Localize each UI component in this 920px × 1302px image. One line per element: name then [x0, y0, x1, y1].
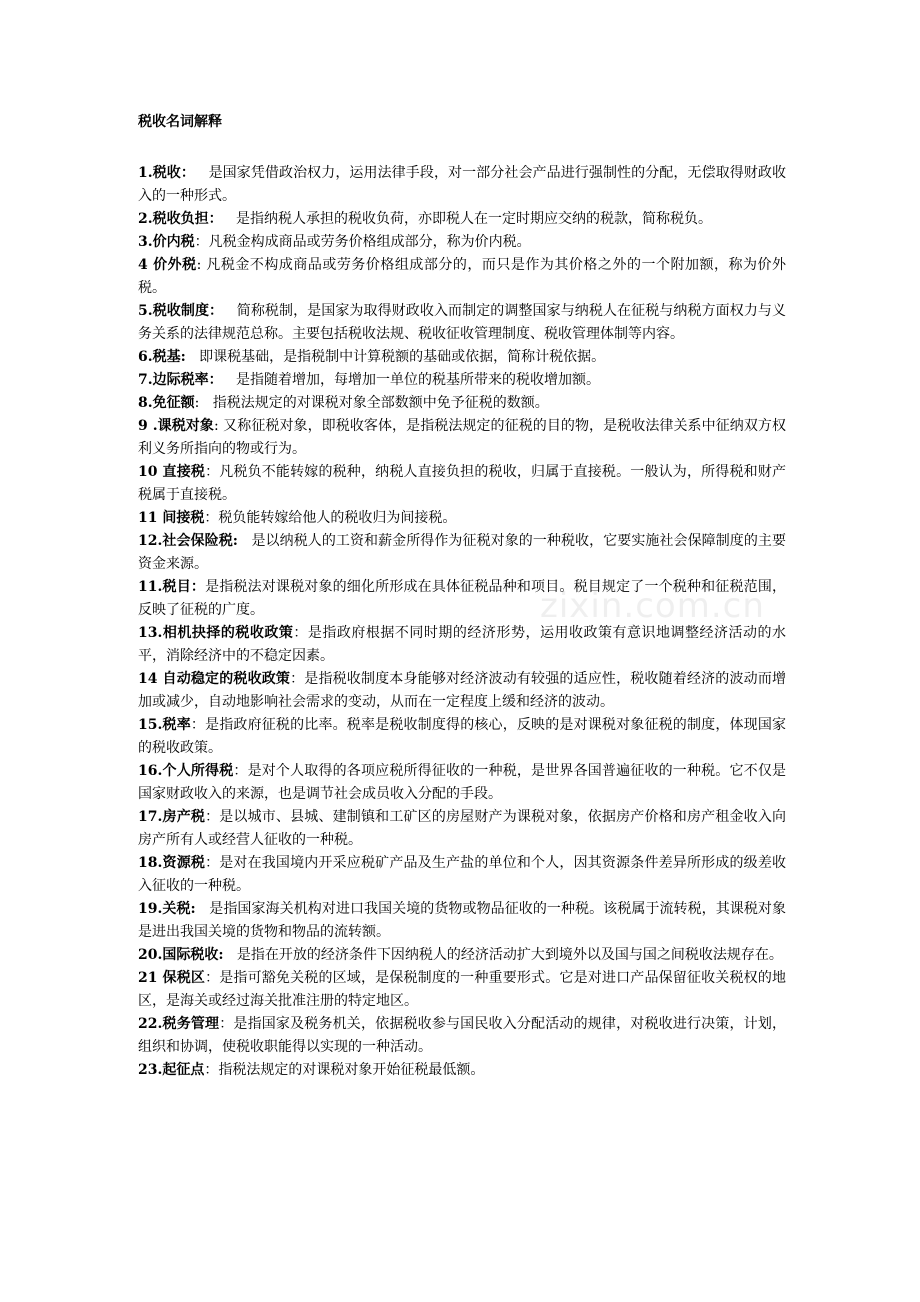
glossary-entry	[138, 944, 786, 967]
entry-term: 3.价内税	[138, 234, 195, 250]
glossary-entry	[138, 530, 786, 576]
glossary-entry	[138, 852, 786, 898]
glossary-entry	[138, 300, 786, 346]
entry-term: 17.房产税	[138, 809, 206, 825]
entry-term: 21 保税区	[138, 970, 206, 986]
glossary-entry	[138, 760, 786, 806]
glossary-entry	[138, 714, 786, 760]
entry-term: 19.关税:	[138, 901, 196, 917]
glossary-entry	[138, 898, 786, 944]
entry-term: 4 价外税	[138, 257, 197, 273]
watermark: zixin.com.cn	[540, 586, 765, 626]
entry-definition: ：是指税收制度本身能够对经济波动有较强的适应性，税收随着经济的波动而增加或减少，自动地影响社会需求的变动，从而在一定程度上缓和经济的波动。	[138, 671, 786, 710]
document-title: 税收名词解释	[138, 114, 222, 130]
entry-term: 7.边际税率：	[138, 372, 223, 388]
glossary-entry	[138, 346, 786, 369]
glossary-entry	[138, 162, 786, 208]
glossary-entry	[138, 208, 786, 231]
entry-term: 5.税收制度：	[138, 303, 224, 319]
glossary-entry	[138, 576, 786, 622]
glossary-entry	[138, 967, 786, 1013]
entry-term: 10 直接税	[138, 464, 206, 480]
entry-term: 23.起征点	[138, 1062, 205, 1078]
entry-definition: 是指国家海关机构对进口我国关境的货物或物品征收的一种税。该税属于流转税，其课税对象是进出我国关境的货物和物品的流转额。	[138, 901, 786, 940]
entry-term: 11 间接税	[138, 510, 205, 526]
document-page	[138, 112, 786, 1082]
entry-term: 12.社会保险税:	[138, 533, 238, 549]
entry-definition: ：凡税负不能转嫁的税种，纳税人直接负担的税收，归属于直接税。一般认为，所得税和财产税属于直接税。	[138, 464, 787, 503]
glossary-entry	[138, 392, 786, 415]
entry-term: 2.税收负担：	[138, 211, 223, 227]
glossary-entry	[138, 369, 786, 392]
entry-definition: ：凡税金构成商品或劳务价格组成部分，称为价内税。	[194, 234, 531, 250]
entry-definition: 是指纳税人承担的税收负荷，亦即税人在一定时期应交纳的税款，简称税负。	[222, 211, 712, 227]
glossary-entry	[138, 461, 786, 507]
entry-definition: 是以纳税人的工资和薪金所得作为征税对象的一种税收，它要实施社会保障制度的主要资金来源。	[138, 533, 786, 572]
entry-definition: : 指税法规定的对课税对象全部数额中免予征税的数额。	[194, 395, 549, 411]
entry-definition: ：是指可豁免关税的区域，是保税制度的一种重要形式。它是对进口产品保留征收关税权的地区，是海关或经过海关批准注册的特定地区。	[138, 970, 787, 1009]
entry-definition: ：是对在我国境内开采应税矿产品及生产盐的单位和个人，因其资源条件差异所形成的级差收入征收的一种税。	[138, 855, 787, 894]
entry-term: 13.相机抉择的税收政策	[138, 625, 294, 641]
glossary-entry	[138, 806, 786, 852]
glossary-entry	[138, 1059, 786, 1082]
entry-definition: ：税负能转嫁给他人的税收归为间接税。	[204, 510, 457, 526]
entry-definition: ：是以城市、县城、建制镇和工矿区的房屋财产为课税对象，依据房产价格和房产租金收入向房产所有人或经营人征收的一种税。	[138, 809, 787, 848]
entry-definition: : 凡税金不构成商品或劳务价格组成部分的，而只是作为其价格之外的一个附加额，称为价外税。	[138, 257, 786, 296]
entry-term: 9 .课税对象	[138, 418, 214, 434]
glossary-entry	[138, 231, 786, 254]
entry-definition: ：是指政府征税的比率。税率是税收制度得的核心，反映的是对课税对象征税的制度，体现国家的税收政策。	[138, 717, 787, 756]
entry-term: 6.税基:	[138, 349, 186, 365]
glossary-entry	[138, 415, 786, 461]
entry-definition: 是国家凭借政治权力，运用法律手段，对一部分社会产品进行强制性的分配，无偿取得财政收入的一种形式。	[138, 165, 786, 204]
entry-definition: : 又称征税对象，即税收客体，是指税法规定的征税的目的物，是税收法律关系中征纳双方权利义务所指向的物或行为。	[138, 418, 786, 457]
entry-term: 20.国际税收:	[138, 947, 224, 963]
entry-definition: 是指税法对课税对象的细化所形成在具体征税品种和项目。税目规定了一个税种和征税范围，反映了征税的广度。	[138, 579, 787, 618]
entry-definition: 是指在开放的经济条件下因纳税人的经济活动扩大到境外以及国与国之间税收法规存在。	[223, 947, 783, 963]
entry-definition: 是指随着增加，每增加一单位的税基所带来的税收增加额。	[222, 372, 600, 388]
entry-definition: ：是指国家及税务机关，依据税收参与国民收入分配活动的规律，对税收进行决策，计划，组织和协调，使税收职能得以实现的一种活动。	[138, 1016, 787, 1055]
entry-term: 11.税目：	[138, 579, 206, 595]
entry-term: 8.免征额	[138, 395, 195, 411]
glossary-entry	[138, 622, 786, 668]
glossary-list	[138, 162, 786, 1082]
entry-term: 16.个人所得税	[138, 763, 234, 779]
entry-term: 22.税务管理	[138, 1016, 220, 1032]
glossary-entry	[138, 1013, 786, 1059]
entry-term: 14 自动稳定的税收政策	[138, 671, 291, 687]
entry-definition: ：是指政府根据不同时期的经济形势，运用收政策有意识地调整经济活动的水平，消除经济中的不稳定因素。	[138, 625, 786, 664]
entry-term: 1.税收：	[138, 165, 195, 181]
entry-definition: ：是对个人取得的各项应税所得征收的一种税，是世界各国普遍征收的一种税。它不仅是国家财政收入的来源，也是调节社会成员收入分配的手段。	[138, 763, 787, 802]
glossary-entry	[138, 254, 786, 300]
entry-term: 18.资源税	[138, 855, 206, 871]
entry-definition: ：指税法规定的对课税对象开始征税最低额。	[204, 1062, 485, 1078]
entry-term: 15.税率	[138, 717, 191, 733]
glossary-entry	[138, 507, 786, 530]
entry-definition: 简称税制，是国家为取得财政收入而制定的调整国家与纳税人在征税与纳税方面权力与义务关系的法律规范总称。主要包括税收法规、税收征收管理制度、税收管理体制等内容。	[138, 303, 786, 342]
glossary-entry	[138, 668, 786, 714]
entry-definition: 即课税基础，是指税制中计算税额的基础或依据，简称计税依据。	[185, 349, 606, 365]
